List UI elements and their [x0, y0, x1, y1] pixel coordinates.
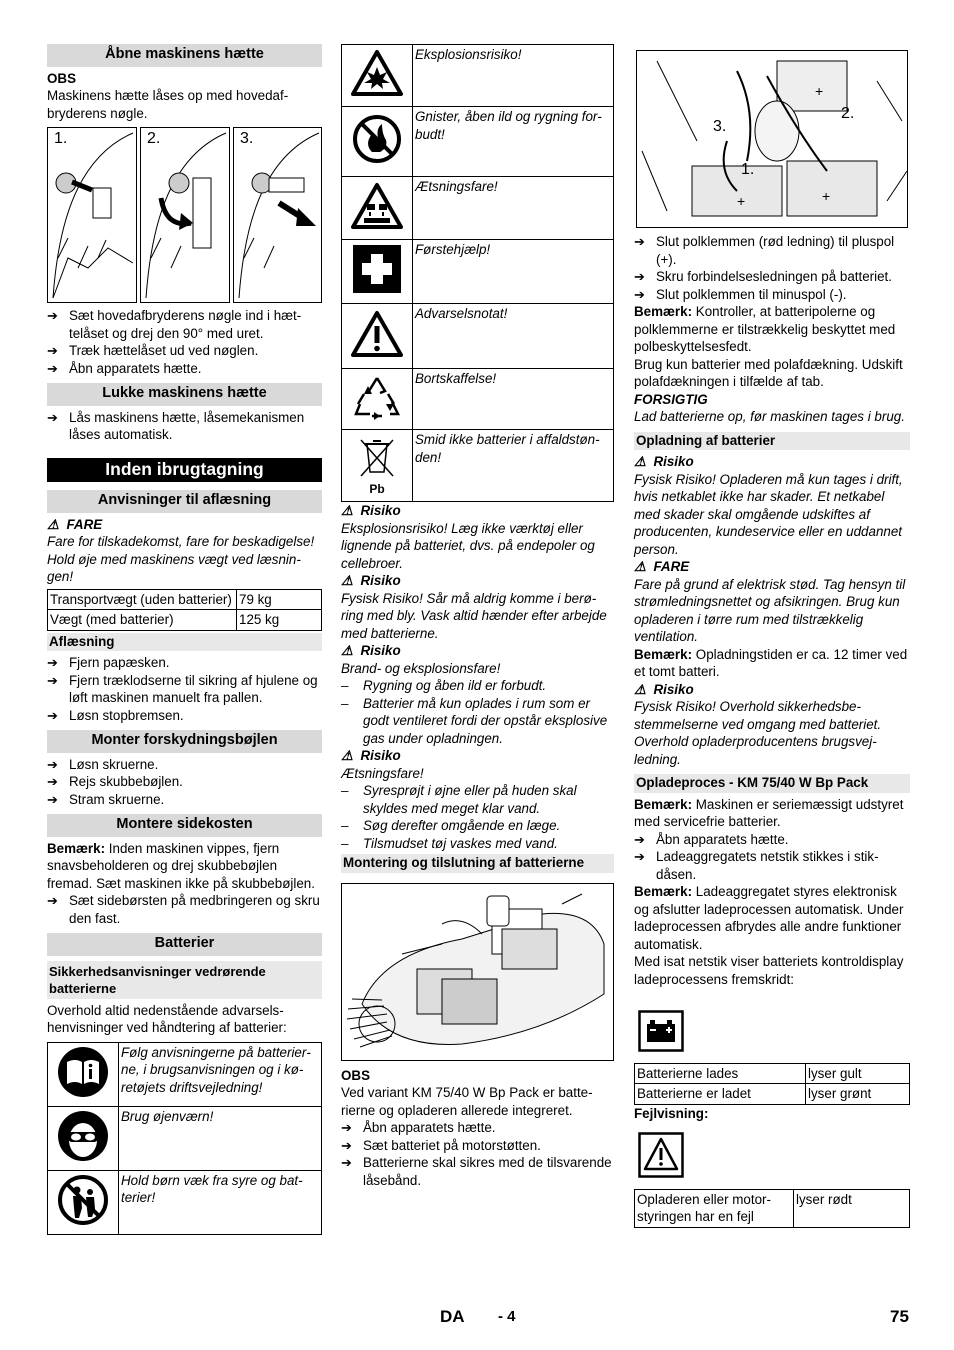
table-row	[48, 610, 322, 631]
list-item: – Rygning og åben ild er forbudt.	[341, 678, 547, 693]
warning-indicator-icon	[638, 1132, 684, 1178]
list-item: – Batterier må kun oplades i rum som er godt ventileret fordi der opstår eksplosive gas under opladningen.	[341, 695, 608, 746]
footer-page-number: 75	[890, 1307, 909, 1326]
arrow-right-icon: ➔	[634, 269, 645, 284]
warning-icon: ⚠	[634, 454, 647, 469]
heading-unloading: Anvisninger til aflæsning	[47, 490, 322, 513]
heading-push-bracket: Monter forskydningsbøjlen	[47, 730, 322, 753]
table-cell: lyser grønt	[806, 1084, 910, 1105]
step-item	[634, 831, 910, 849]
svg-text:+: +	[737, 193, 746, 209]
figure-step-label: 3.	[240, 130, 254, 147]
body-text: Med isat netstik viser batteriets kontroldisplay ladeprocessens fremskridt:	[634, 954, 904, 987]
step-text: Slut polklemmen til minuspol (-).	[656, 286, 847, 302]
step-text: Ladeaggregatets netstik stikkes i stikdåsen.	[656, 849, 879, 882]
fault-icon-wrap	[638, 1132, 910, 1183]
warning-icon	[350, 310, 404, 358]
step-item	[634, 848, 910, 883]
arrow-right-icon: ➔	[634, 831, 645, 847]
goggles-icon	[57, 1110, 109, 1162]
caution-text: Lad batterierne op, før maskinen tages i brug.	[634, 409, 905, 424]
symbol-cell	[342, 45, 413, 107]
warning-icon: ⚠	[341, 503, 354, 518]
step-text: Slut polklemmen (rød ledning) til pluspol (+).	[656, 234, 895, 267]
danger-label: ⚠ FARE	[47, 516, 103, 532]
step-item	[47, 791, 322, 809]
weight-table	[47, 589, 322, 631]
arrow-right-icon: ➔	[47, 756, 58, 772]
table-row	[635, 1084, 910, 1105]
danger-text: Hold øje med maskinens vægt ved læsningen!	[47, 551, 301, 584]
charge-status-table	[634, 1063, 910, 1105]
symbol-text: Ætsningsfare!	[413, 177, 614, 240]
table-row	[342, 107, 614, 177]
risk-text: Fysisk Risiko! Opladeren må kun tages i drift, hvis netkablet ikke har skader. Et netkabel med skader skal omgående udskiftes af producenten, kundeservice eller en uddannet person.	[634, 471, 903, 557]
step-text: Træk hættelåset ud ved nøglen.	[69, 343, 259, 358]
arrow-right-icon: ➔	[341, 1137, 352, 1153]
obs-text: Ved variant KM 75/40 W Bp Pack er batterierne og opladeren allerede integreret.	[341, 1085, 593, 1118]
symbol-cell	[342, 107, 413, 177]
risk-label: ⚠ Risiko	[341, 573, 401, 588]
symbol-text: Advarselsnotat!	[413, 304, 614, 369]
battery-mount-figure	[341, 883, 614, 1061]
table-row	[342, 177, 614, 240]
step-item	[47, 892, 322, 927]
lead-symbol-label: Pb	[369, 481, 385, 496]
footer-subpage: - 4	[498, 1308, 516, 1325]
no-children-icon	[57, 1174, 109, 1226]
step-text: Batterierne skal sikres med de tilsvarende låsebånd.	[363, 1155, 612, 1188]
table-row	[342, 369, 614, 430]
table-row	[342, 240, 614, 304]
crossed-bin-icon	[355, 436, 399, 478]
step-item	[341, 1154, 614, 1189]
note-text: Bemærk: Maskinen er seriemæssigt udstyret med servicefrie batterier.	[634, 796, 904, 829]
first-aid-icon	[352, 244, 402, 294]
step-item	[341, 1119, 614, 1137]
step-item	[47, 707, 322, 725]
table-cell: Vægt (med batterier)	[48, 610, 237, 631]
table-cell: Opladeren eller motorstyringen har en fejl	[635, 1189, 794, 1227]
step-item	[47, 360, 322, 378]
arrow-right-icon: ➔	[47, 893, 58, 908]
step-text: Sæt batteriet på motorstøtten.	[363, 1137, 541, 1153]
heading-commissioning: Inden ibrugtagning	[47, 458, 322, 483]
step-item	[47, 409, 322, 444]
symbol-cell	[342, 430, 413, 502]
note-text: Bemærk: Kontroller, at batteripolerne og polklemmerne er tilstrækkelig beskyttet med polbeskyttelsesfedt.	[634, 304, 896, 354]
step-item	[634, 233, 910, 268]
heading-charge-process: Opladeproces - KM 75/40 W Bp Pack	[634, 774, 910, 793]
arrow-right-icon: ➔	[634, 286, 645, 302]
step-text: Åbn apparatets hætte.	[363, 1120, 496, 1135]
key-turn-drawing	[141, 128, 229, 304]
no-fire-icon	[352, 114, 402, 164]
table-cell: 125 kg	[237, 610, 322, 631]
step-text: Åbn apparatets hætte.	[69, 360, 202, 376]
step-item	[634, 268, 910, 286]
step-item	[341, 1137, 614, 1155]
table-row	[48, 1170, 322, 1234]
risk-label: ⚠ Risiko	[341, 503, 401, 518]
heading-mount-batteries: Montering og tilslutning af batterierne	[341, 854, 614, 873]
warning-icon: ⚠	[634, 559, 647, 574]
symbol-text: Brug øjenværn!	[119, 1106, 322, 1170]
footer-language: DA	[440, 1307, 465, 1326]
step-text: Sæt sidebørsten på medbringeren og skru den fast.	[69, 893, 320, 926]
figure-label: 3.	[713, 118, 727, 135]
table-cell: lyser gult	[806, 1063, 910, 1084]
arrow-right-icon: ➔	[634, 234, 645, 249]
column-middle	[341, 44, 614, 1189]
arrow-right-icon: ➔	[47, 707, 58, 723]
symbol-table-middle	[341, 44, 614, 502]
note-text: Bemærk: Ladeaggregatet styres elektronisk og afslutter ladeprocessen automatisk. Under ladeprocessen afbrydes alle andre funktioner automatisk.	[634, 884, 904, 952]
warning-icon: ⚠	[47, 516, 60, 532]
step-text: Lås maskinens hætte, låsemekanismen låses automatisk.	[69, 409, 305, 442]
table-cell: Batterierne lades	[635, 1063, 806, 1084]
risk-text: Eksplosionsrisiko! Læg ikke værktøj eller lignende på batteriet, dvs. på endepoler og cellebroer.	[341, 520, 595, 571]
step-item	[47, 307, 322, 342]
table-row	[48, 1106, 322, 1170]
step-text: Rejs skubbebøjlen.	[69, 774, 183, 789]
symbol-cell	[342, 369, 413, 430]
symbol-cell	[342, 304, 413, 369]
heading-open-hood: Åbne maskinens hætte	[47, 44, 322, 67]
table-row	[635, 1189, 910, 1227]
battery-indicator-icon-wrap	[638, 1010, 910, 1057]
obs-label: OBS	[47, 70, 77, 86]
step-item	[47, 654, 322, 672]
table-row	[342, 304, 614, 369]
arrow-right-icon: ➔	[47, 409, 58, 425]
safety-intro: Overhold altid nedenstående advarselshenvisninger ved håndtering af batterier:	[47, 1002, 287, 1035]
step-text: Sæt hovedafbryderens nøgle ind i hættelåset og drej den 90° med uret.	[69, 308, 302, 341]
svg-text:+: +	[822, 188, 831, 204]
step-item	[47, 672, 322, 707]
symbol-text: Følg anvisningerne på batterierne, i brugsanvisningen og i køretøjets driftsvejledning!	[119, 1042, 322, 1106]
symbol-text: Førstehjælp!	[413, 240, 614, 304]
symbol-cell	[48, 1170, 119, 1234]
risk-label: ⚠ Risiko	[341, 643, 401, 658]
heading-batteries: Batterier	[47, 933, 322, 956]
warning-icon: ⚠	[341, 643, 354, 658]
risk-text: Fysisk Risiko! Overhold sikkerhedsbestemmelserne ved omgang med batteriet. Overhold opladerproducentens brugsvejledning.	[634, 699, 882, 767]
heading-close-hood: Lukke maskinens hætte	[47, 383, 322, 406]
machine-battery-drawing	[342, 884, 613, 1060]
battery-wiring-drawing	[637, 51, 909, 227]
table-cell: 79 kg	[237, 589, 322, 610]
risk-label: ⚠ Risiko	[341, 748, 401, 763]
step-item	[47, 342, 322, 360]
heading-battery-safety: Sikkerhedsanvisninger vedrørende batterierne	[47, 961, 322, 999]
table-cell: Transportvægt (uden batterier)	[48, 589, 237, 610]
table-row	[342, 430, 614, 502]
risk-text: Fysisk Risiko! Sår må aldrig komme i berøring med bly. Vask altid hænder efter arbejde med batterierne.	[341, 590, 607, 641]
risk-text: Brand- og eksplosionsfare!	[341, 660, 501, 676]
caution-label: FORSIGTIG	[634, 391, 708, 407]
step-text: Løsn skruerne.	[69, 756, 159, 772]
warning-icon: ⚠	[341, 573, 354, 588]
table-row	[342, 45, 614, 107]
step-text: Løsn stopbremsen.	[69, 707, 184, 723]
arrow-right-icon: ➔	[47, 774, 58, 789]
note-text: Bemærk: Inden maskinen vippes, fjern snavsbeholderen og drej skubbebøjlen fremad. Sæt maskinen ikke på skubbebøjlen.	[47, 840, 315, 891]
table-row	[48, 589, 322, 610]
symbol-text: Gnister, åben ild og rygning forbudt!	[413, 107, 614, 177]
step-item	[47, 773, 322, 791]
obs-label: OBS	[341, 1067, 371, 1083]
symbol-cell	[48, 1106, 119, 1170]
corrosive-icon	[350, 182, 404, 230]
explosion-icon	[350, 49, 404, 97]
symbol-text: Hold børn væk fra syre og batterier!	[119, 1170, 322, 1234]
key-insert-drawing	[48, 128, 136, 304]
symbol-text: Smid ikke batterier i affaldstønden!	[413, 430, 614, 502]
heading-side-broom: Montere sidekosten	[47, 814, 322, 837]
arrow-right-icon: ➔	[47, 672, 58, 688]
figure-label: 2.	[841, 105, 855, 122]
fault-table	[634, 1189, 910, 1228]
obs-text: Maskinens hætte låses op med hovedafbryderens nøgle.	[47, 88, 289, 121]
warning-icon: ⚠	[341, 748, 354, 763]
column-right	[634, 44, 910, 1228]
arrow-right-icon: ➔	[634, 849, 645, 864]
key-pull-drawing	[234, 128, 320, 304]
arrow-right-icon: ➔	[341, 1120, 352, 1135]
svg-text:+: +	[815, 83, 824, 99]
warning-icon: ⚠	[634, 681, 647, 697]
arrow-right-icon: ➔	[47, 791, 58, 807]
hood-key-figure	[47, 127, 322, 303]
step-text: Fjern træklodserne til sikring af hjulene og løft maskinen manuelt fra pallen.	[69, 672, 318, 705]
list-item: – Søg derefter omgående en læge.	[341, 818, 561, 833]
table-row	[48, 1042, 322, 1106]
battery-wiring-figure	[636, 50, 908, 228]
symbol-cell	[342, 177, 413, 240]
danger-text: Fare for tilskadekomst, fare for beskadigelse!	[47, 534, 315, 549]
figure-step-3	[233, 127, 322, 303]
figure-step-label: 2.	[147, 130, 161, 147]
danger-text: Fare på grund af elektrisk stød. Tag hensyn til strømledningsnettet og afsikringen. Brug kun opladeren i tørre rum med tilstrækkelig ventilation.	[634, 576, 906, 644]
column-left	[47, 44, 322, 1235]
note-text: Brug kun batterier med polafdækning. Udskift polafdækningen i tilfælde af tab.	[634, 356, 903, 389]
danger-label: ⚠ FARE	[634, 559, 690, 574]
arrow-right-icon: ➔	[47, 360, 58, 376]
step-text: Åbn apparatets hætte.	[656, 831, 789, 847]
battery-indicator-icon	[638, 1010, 684, 1052]
symbol-cell	[342, 240, 413, 304]
symbol-cell	[48, 1042, 119, 1106]
arrow-right-icon: ➔	[47, 655, 58, 670]
symbol-text: Bortskaffelse!	[413, 369, 614, 430]
table-row	[635, 1063, 910, 1084]
figure-label: 1.	[741, 161, 755, 178]
risk-label: ⚠ Risiko	[634, 454, 694, 469]
list-item: – Syresprøjt i øjne eller på huden skal skyldes med meget klar vand.	[341, 783, 577, 816]
note-text: Bemærk: Opladningstiden er ca. 12 timer ved et tomt batteri.	[634, 646, 908, 679]
figure-step-label: 1.	[54, 130, 68, 147]
step-item	[47, 756, 322, 774]
figure-step-1	[47, 127, 137, 303]
heading-charging: Opladning af batterier	[634, 432, 910, 451]
manual-icon	[57, 1046, 109, 1098]
arrow-right-icon: ➔	[47, 308, 58, 323]
arrow-right-icon: ➔	[341, 1155, 352, 1170]
recycle-icon	[352, 374, 402, 420]
list-item: – Tilsmudset tøj vaskes med vand.	[341, 835, 558, 851]
symbol-text: Eksplosionsrisiko!	[413, 45, 614, 107]
arrow-right-icon: ➔	[47, 343, 58, 358]
heading-unload-sub: Aflæsning	[47, 633, 322, 652]
step-text: Skru forbindelsesledningen på batteriet.	[656, 269, 892, 284]
table-cell: lyser rødt	[794, 1189, 910, 1227]
symbol-table-left	[47, 1042, 322, 1235]
table-cell: Batterierne er ladet	[635, 1084, 806, 1105]
figure-step-2	[140, 127, 230, 303]
risk-label: ⚠ Risiko	[634, 681, 694, 697]
fault-heading: Fejlvisning:	[634, 1105, 709, 1121]
step-item	[634, 286, 910, 304]
step-text: Stram skruerne.	[69, 791, 165, 807]
risk-text: Ætsningsfare!	[341, 765, 424, 781]
step-text: Fjern papæsken.	[69, 655, 170, 670]
